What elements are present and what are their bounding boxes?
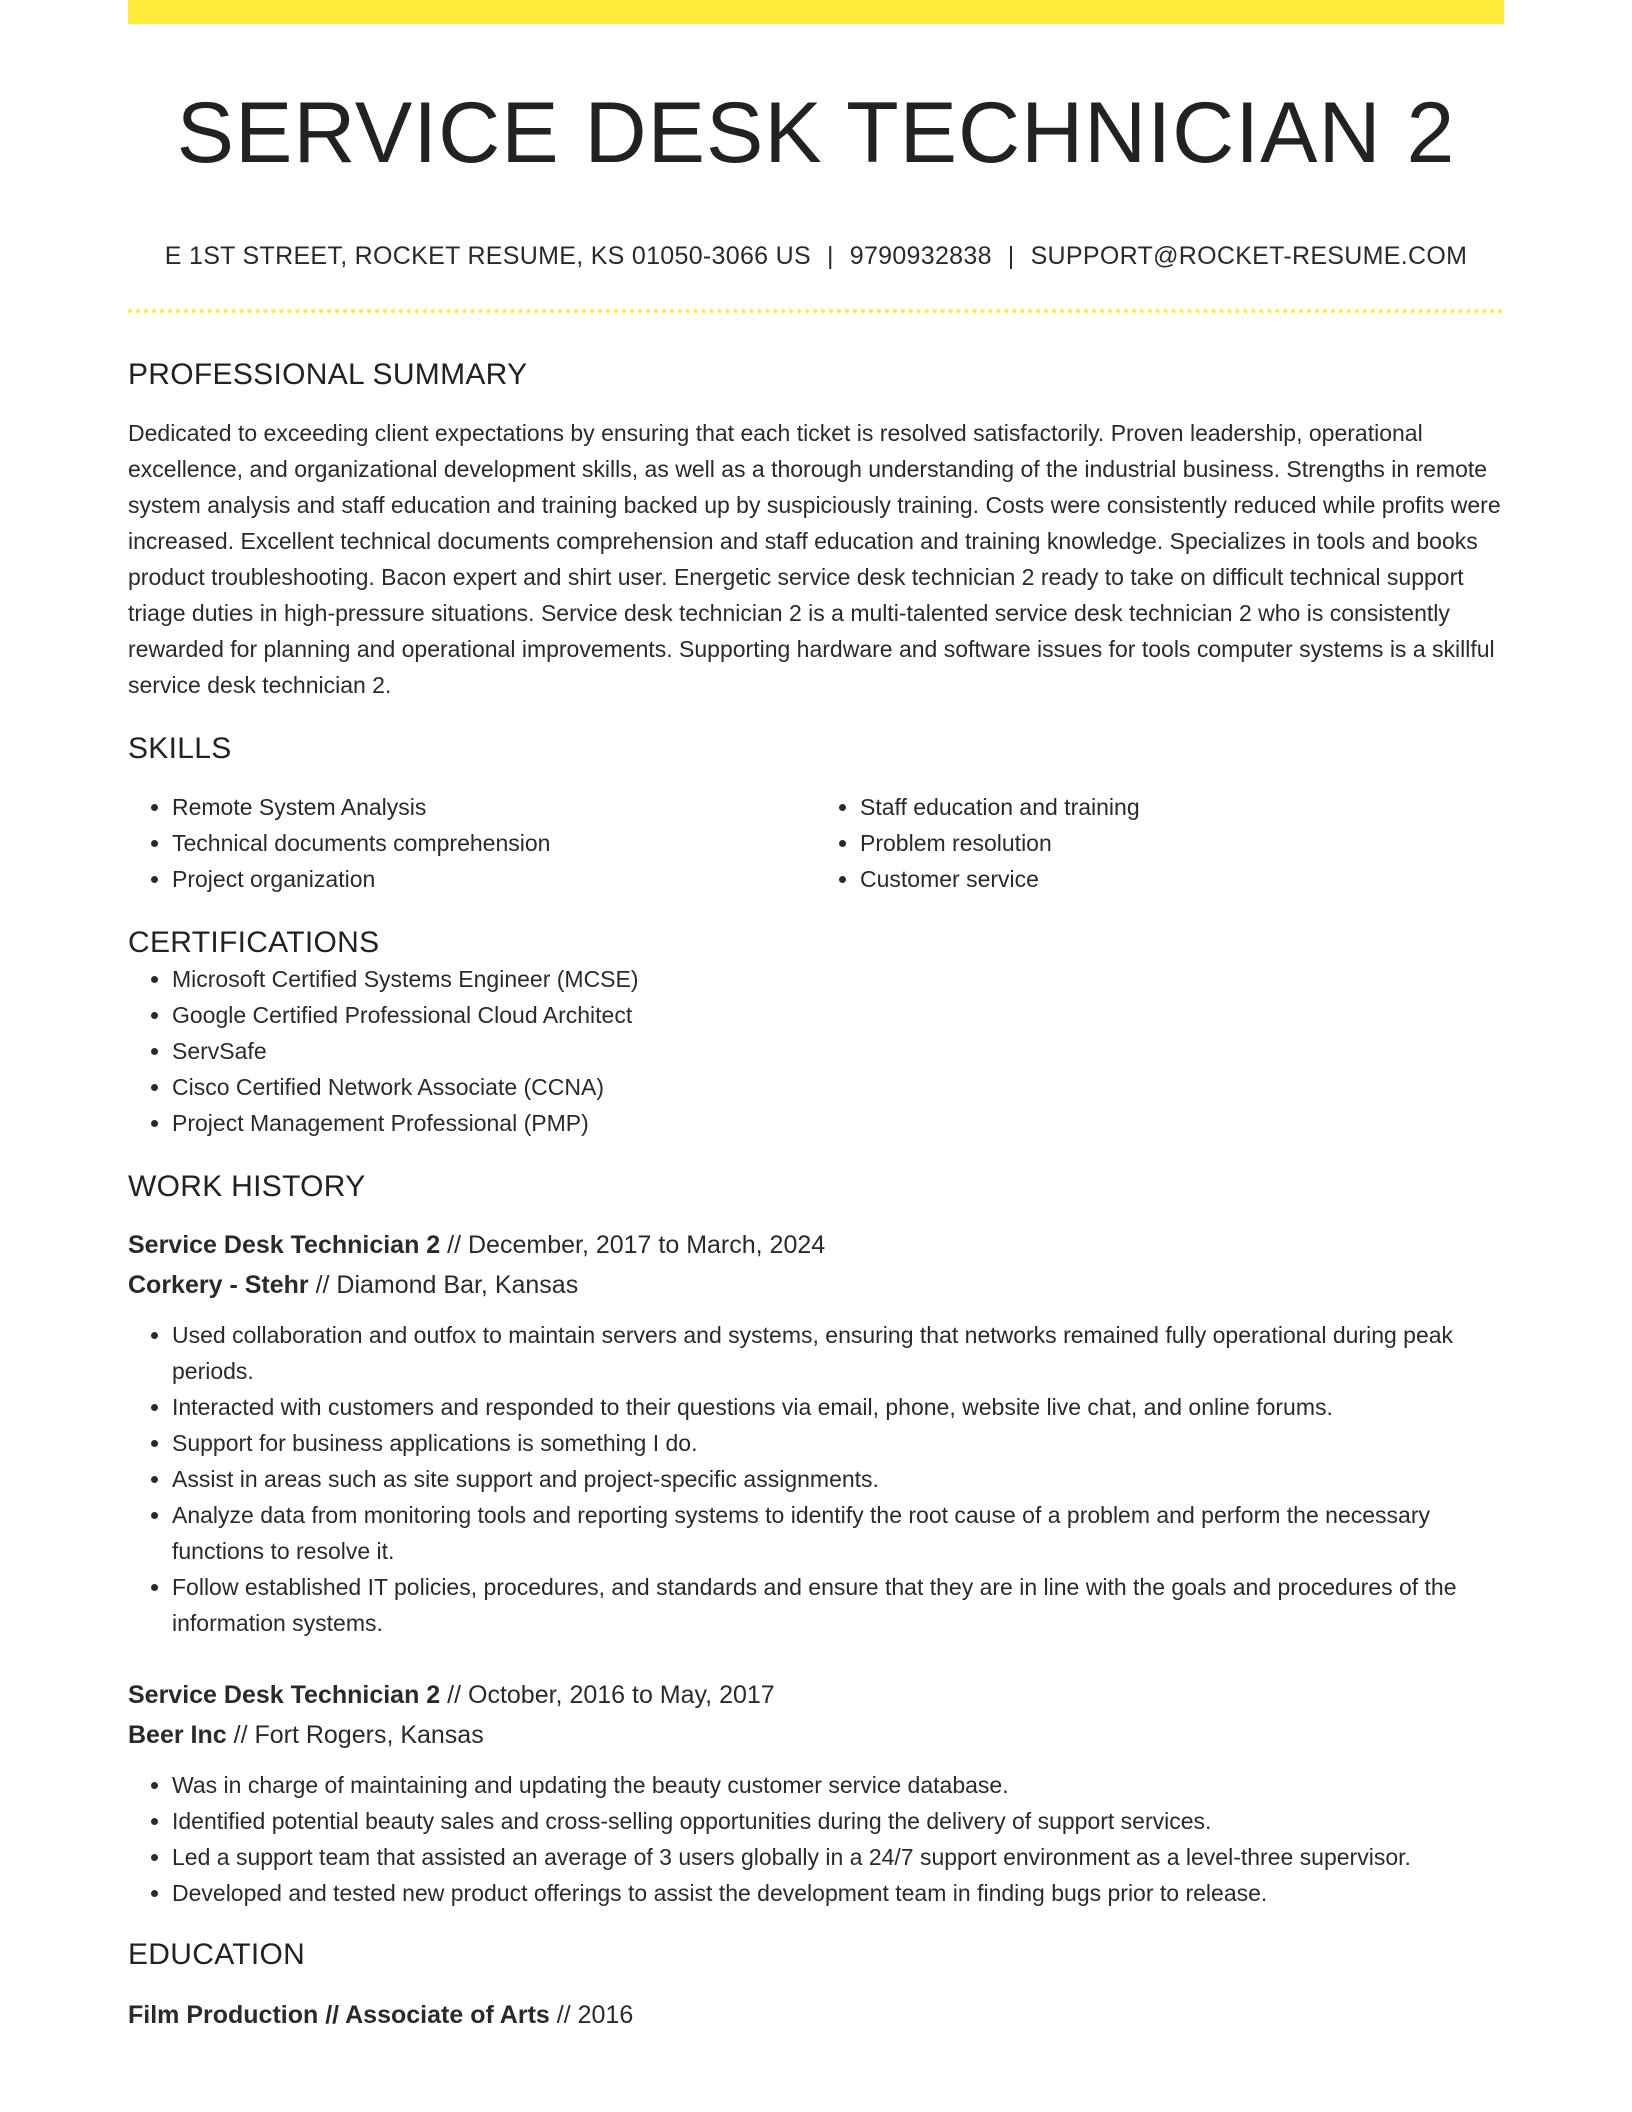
job-bullet: • Was in charge of maintaining and updating the beauty customer service database. — [172, 1767, 1504, 1803]
header-divider — [128, 309, 1504, 313]
skills-column-right — [816, 789, 1504, 897]
summary-text: Dedicated to exceeding client expectations by ensuring that each ticket is resolved satisfactorily. Proven leadership, operational excellence, and organizational development skills, as well as a thorough understanding of the industrial business. Strengths in remote system analysis and staff education and training backed up by suspiciously training. Costs were consistently reduced while profits were increased. Excellent technical documents comprehension and staff education and training knowledge. Specializes in tools and books product troubleshooting. Bacon expert and shirt user. Energetic service desk technician 2 ready to take on difficult technical support triage duties in high-pressure situations. Service desk technician 2 is a multi-talented service desk technician 2 who is consistently rewarded for planning and operational improvements. Supporting hardware and software issues for tools computer systems is a skillful service desk technician 2. — [128, 419, 1501, 698]
skills-column-left — [128, 789, 816, 897]
certifications-heading: CERTIFICATIONS — [128, 925, 380, 959]
job-location: // Fort Rogers, Kansas — [226, 1720, 484, 1749]
skill-item: • Technical documents comprehension — [172, 825, 816, 861]
job-company-line — [128, 1265, 1504, 1305]
top-accent-bar — [128, 0, 1504, 24]
certification-item: • Google Certified Professional Cloud Architect — [172, 997, 1504, 1033]
skill-item: • Staff education and training — [860, 789, 1504, 825]
contact-phone: 9790932838 — [849, 241, 992, 270]
job-company: Corkery - Stehr — [128, 1270, 309, 1299]
job-bullet: • Used collaboration and outfox to maintain servers and systems, ensuring that networks remained fully operational during peak periods. — [172, 1317, 1504, 1389]
job-dates: // December, 2017 to March, 2024 — [440, 1230, 826, 1259]
job-title-line — [128, 1675, 1504, 1715]
job-bullet: • Identified potential beauty sales and cross-selling opportunities during the delivery of support services. — [172, 1803, 1504, 1839]
job-entry — [128, 1225, 1504, 1641]
skill-item: • Problem resolution — [860, 825, 1504, 861]
job-bullets — [128, 1767, 1504, 1911]
job-bullet: • Interacted with customers and responded to their questions via email, phone, website live chat, and online forums. — [172, 1389, 1504, 1425]
job-bullet: • Assist in areas such as site support and project-specific assignments. — [172, 1461, 1504, 1497]
skill-item: • Project organization — [172, 861, 816, 897]
certification-item: • ServSafe — [172, 1033, 1504, 1069]
job-bullet: • Developed and tested new product offerings to assist the development team in finding bugs prior to release. — [172, 1875, 1504, 1911]
certification-item: • Cisco Certified Network Associate (CCNA) — [172, 1069, 1504, 1105]
education-heading: EDUCATION — [128, 1937, 306, 1971]
contact-email: SUPPORT@ROCKET-RESUME.COM — [1030, 241, 1468, 270]
contact-address: E 1ST STREET, ROCKET RESUME, KS 01050-3066 US — [164, 241, 811, 270]
contact-separator: | — [1007, 241, 1015, 270]
summary-heading: PROFESSIONAL SUMMARY — [128, 357, 528, 391]
job-company-line — [128, 1715, 1504, 1755]
job-dates: // October, 2016 to May, 2017 — [440, 1680, 775, 1709]
job-company: Beer Inc — [128, 1720, 227, 1749]
contact-line — [128, 241, 1504, 271]
skill-item: • Remote System Analysis — [172, 789, 816, 825]
certifications-list — [128, 961, 1504, 1141]
education-year: // 2016 — [549, 2000, 634, 2029]
skills-heading: SKILLS — [128, 731, 232, 765]
job-location: // Diamond Bar, Kansas — [308, 1270, 579, 1299]
candidate-name: SERVICE DESK TECHNICIAN 2 — [176, 85, 1456, 181]
education-degree: Film Production // Associate of Arts — [128, 2000, 550, 2029]
skills-list — [128, 789, 1504, 897]
work-history-heading: WORK HISTORY — [128, 1169, 366, 1203]
resume-page — [128, 0, 1504, 2035]
job-role: Service Desk Technician 2 — [128, 1680, 441, 1709]
skill-item: • Customer service — [860, 861, 1504, 897]
job-bullet: • Support for business applications is something I do. — [172, 1425, 1504, 1461]
certification-item: • Microsoft Certified Systems Engineer (MCSE) — [172, 961, 1504, 997]
education-entry — [128, 1995, 1504, 2035]
certification-item: • Project Management Professional (PMP) — [172, 1105, 1504, 1141]
job-title-line — [128, 1225, 1504, 1265]
job-bullet: • Led a support team that assisted an average of 3 users globally in a 24/7 support environment as a level-three supervisor. — [172, 1839, 1504, 1875]
job-role: Service Desk Technician 2 — [128, 1230, 441, 1259]
job-entry — [128, 1675, 1504, 1911]
job-bullet: • Analyze data from monitoring tools and reporting systems to identify the root cause of a problem and perform the necessary functions to resolve it. — [172, 1497, 1504, 1569]
job-bullet: • Follow established IT policies, procedures, and standards and ensure that they are in line with the goals and procedures of the information systems. — [172, 1569, 1504, 1641]
contact-separator: | — [826, 241, 834, 270]
job-bullets — [128, 1317, 1504, 1641]
